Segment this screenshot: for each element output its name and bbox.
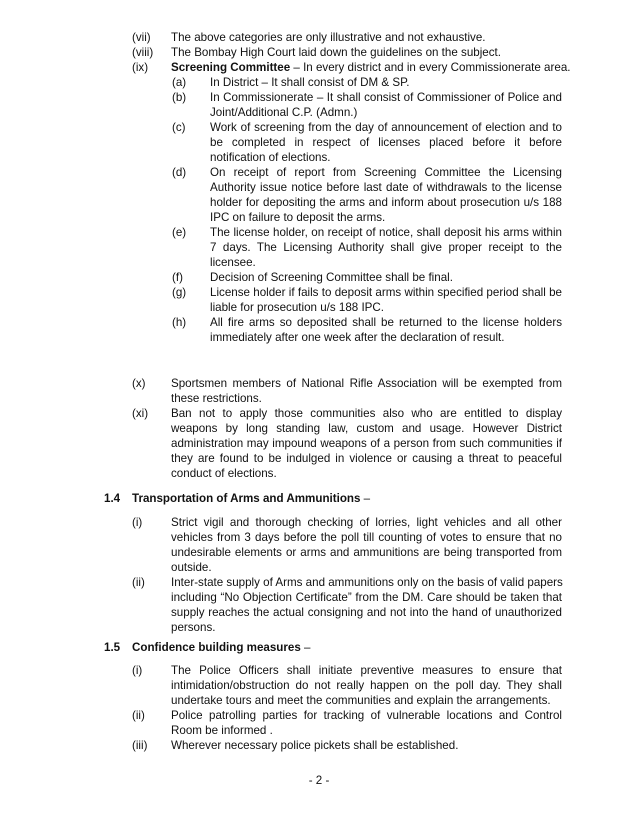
list-item-text: The license holder, on receipt of notice, shall deposit his arms within bbox=[210, 226, 562, 239]
list-item-text: In District – It shall consist of DM & SP. bbox=[210, 76, 410, 89]
list-item-line bbox=[0, 678, 638, 693]
section-title: Transportation of Arms and Ammunitions bbox=[132, 492, 361, 505]
list-item-line bbox=[0, 723, 638, 738]
list-item-line bbox=[0, 255, 638, 270]
list-item-line bbox=[0, 708, 638, 723]
screening-committee-subitems bbox=[0, 75, 638, 345]
list-item-line bbox=[0, 210, 638, 225]
list-item-text: Work of screening from the day of announcement of election and to bbox=[210, 121, 562, 134]
list-item-text: Authority issue notice before last date of withdrawals to the license bbox=[210, 181, 562, 194]
list-item-text: notification of elections. bbox=[210, 151, 331, 164]
list-item-line bbox=[0, 105, 638, 120]
list-item-line bbox=[0, 300, 638, 315]
list-item-text: Joint/Additional C.P. (Admn.) bbox=[210, 106, 358, 119]
list-item-text: persons. bbox=[171, 621, 216, 634]
list-item-line bbox=[0, 575, 638, 590]
list-item-number: (viii) bbox=[132, 46, 154, 59]
list-item-line bbox=[0, 150, 638, 165]
list-item-text: holder for depositing the arms and inform about prosecution u/s 188 bbox=[210, 196, 562, 209]
list-item-line bbox=[0, 560, 638, 575]
list-item-text: administration may impound weapons of a person from such communities if bbox=[171, 437, 562, 450]
list-item-text: IPC on failure to deposit the arms. bbox=[210, 211, 386, 224]
list-item-bold-lead: Screening Committee bbox=[171, 61, 291, 74]
list-item-text: intimidation/obstruction do not really happen on the poll day. They shall bbox=[171, 679, 562, 692]
list-item-line bbox=[0, 451, 638, 466]
list-item-line bbox=[0, 693, 638, 708]
list-item-line bbox=[0, 421, 638, 436]
section-title: Confidence building measures bbox=[132, 641, 301, 654]
list-item-line bbox=[0, 590, 638, 605]
list-item-number: (e) bbox=[172, 226, 187, 239]
list-item-text: All fire arms so deposited shall be returned to the license holders bbox=[210, 316, 562, 329]
list-item-text: immediately after one week after the declaration of result. bbox=[210, 331, 505, 344]
list-item-line bbox=[0, 330, 638, 345]
list-item-text: liable for prosecution u/s 188 IPC. bbox=[210, 301, 385, 314]
list-item-line bbox=[0, 406, 638, 421]
list-item-number: (xi) bbox=[132, 407, 149, 420]
list-item-text: Wherever necessary police pickets shall be established. bbox=[171, 739, 459, 752]
list-item-number: (i) bbox=[132, 516, 143, 529]
list-item-line bbox=[0, 391, 638, 406]
list-item-text: vehicles from 3 days before the poll till counting of votes to ensure that no bbox=[171, 531, 562, 544]
list-item-text: outside. bbox=[171, 561, 212, 574]
list-item-text: Police patrolling parties for tracking of vulnerable locations and Control bbox=[171, 709, 562, 722]
list-item-line bbox=[0, 225, 638, 240]
list-item-text: Strict vigil and thorough checking of lorries, light vehicles and all other bbox=[171, 516, 562, 529]
list-item-number: (g) bbox=[172, 286, 187, 299]
list-item-line bbox=[0, 240, 638, 255]
list-item-text: they are found to be indulged in violence or causing a threat to peaceful bbox=[171, 452, 562, 465]
list-item-text: Sportsmen members of National Rifle Association will be exempted from bbox=[171, 377, 562, 390]
list-item-number: (iii) bbox=[132, 739, 148, 752]
list-item-text: licensee. bbox=[210, 256, 256, 269]
list-item-line bbox=[0, 45, 638, 60]
list-item-line bbox=[0, 30, 638, 45]
list-item-number: (b) bbox=[172, 91, 187, 104]
list-items-vii-to-ix bbox=[0, 30, 638, 75]
list-item-line bbox=[0, 315, 638, 330]
list-item-text: On receipt of report from Screening Committee the Licensing bbox=[210, 166, 562, 179]
list-item-line bbox=[0, 60, 638, 75]
list-item-text: Inter-state supply of Arms and ammunitions only on the basis of valid papers bbox=[171, 576, 563, 589]
list-item-text: undertake tours and meet the communities and explain the arrangements. bbox=[171, 694, 551, 707]
list-item-line bbox=[0, 515, 638, 530]
section-title-suffix: – bbox=[360, 492, 371, 505]
list-item-number: (h) bbox=[172, 316, 187, 329]
list-item-text: supply reaches the actual consigning and not into the hand of unauthorized bbox=[171, 606, 562, 619]
list-item-text: undesirable elements or arms and ammunitions are being transported from bbox=[171, 546, 562, 559]
list-item-line bbox=[0, 90, 638, 105]
list-item-number: (a) bbox=[172, 76, 187, 89]
list-item-line bbox=[0, 663, 638, 678]
list-item-rest: – In every district and in every Commissionerate area. bbox=[290, 61, 571, 74]
list-item-line bbox=[0, 135, 638, 150]
list-item-line bbox=[0, 180, 638, 195]
section-number: 1.5 bbox=[104, 641, 121, 654]
list-item-number: (f) bbox=[172, 271, 183, 284]
list-item-number: (vii) bbox=[132, 31, 151, 44]
list-item-text: License holder if fails to deposit arms within specified period shall be bbox=[210, 286, 562, 299]
section-title-suffix: – bbox=[300, 641, 311, 654]
list-item-text: In Commissionerate – It shall consist of Commissioner of Police and bbox=[210, 91, 562, 104]
list-item-number: (c) bbox=[172, 121, 186, 134]
list-item-line bbox=[0, 738, 638, 753]
list-item-number: (ii) bbox=[132, 576, 145, 589]
list-item-number: (ix) bbox=[132, 61, 149, 74]
list-item-text: Decision of Screening Committee shall be final. bbox=[210, 271, 453, 284]
list-item-line bbox=[0, 285, 638, 300]
list-item-line bbox=[0, 620, 638, 635]
list-item-line bbox=[0, 376, 638, 391]
list-item-text: be completed in respect of licenses placed before it before bbox=[210, 136, 562, 149]
section-1-4-heading bbox=[0, 491, 638, 506]
list-item-line bbox=[0, 605, 638, 620]
section-1-4-items bbox=[0, 515, 638, 635]
list-item-text: Room be informed . bbox=[171, 724, 273, 737]
list-item-text: conduct of elections. bbox=[171, 467, 277, 480]
section-number: 1.4 bbox=[104, 492, 121, 505]
list-item-line bbox=[0, 545, 638, 560]
list-item-text: Ban not to apply those communities also who are entitled to display bbox=[171, 407, 562, 420]
list-items-x-xi bbox=[0, 376, 638, 481]
list-item-line bbox=[0, 436, 638, 451]
section-1-5-heading bbox=[0, 640, 638, 655]
list-item-number: (ii) bbox=[132, 709, 145, 722]
list-item-text: The Police Officers shall initiate preventive measures to ensure that bbox=[171, 664, 562, 677]
page-number: - 2 - bbox=[308, 774, 330, 787]
list-item-line bbox=[0, 120, 638, 135]
list-item-line bbox=[0, 75, 638, 90]
list-item-text: The Bombay High Court laid down the guidelines on the subject. bbox=[171, 46, 501, 59]
list-item-text: these restrictions. bbox=[171, 392, 262, 405]
list-item-text: 7 days. The Licensing Authority shall give proper receipt to the bbox=[210, 241, 562, 254]
list-item-text: including “No Objection Certificate” from the DM. Care should be taken that bbox=[171, 591, 562, 604]
list-item-line bbox=[0, 530, 638, 545]
list-item-text bbox=[171, 60, 571, 75]
list-item-text: The above categories are only illustrative and not exhaustive. bbox=[171, 31, 486, 44]
list-item-text: weapons by long standing law, custom and usage. However District bbox=[171, 422, 562, 435]
list-item-line bbox=[0, 270, 638, 285]
list-item-line bbox=[0, 466, 638, 481]
section-1-5-items bbox=[0, 663, 638, 753]
list-item-number: (x) bbox=[132, 377, 146, 390]
list-item-line bbox=[0, 195, 638, 210]
list-item-number: (i) bbox=[132, 664, 143, 677]
list-item-number: (d) bbox=[172, 166, 187, 179]
list-item-line bbox=[0, 165, 638, 180]
